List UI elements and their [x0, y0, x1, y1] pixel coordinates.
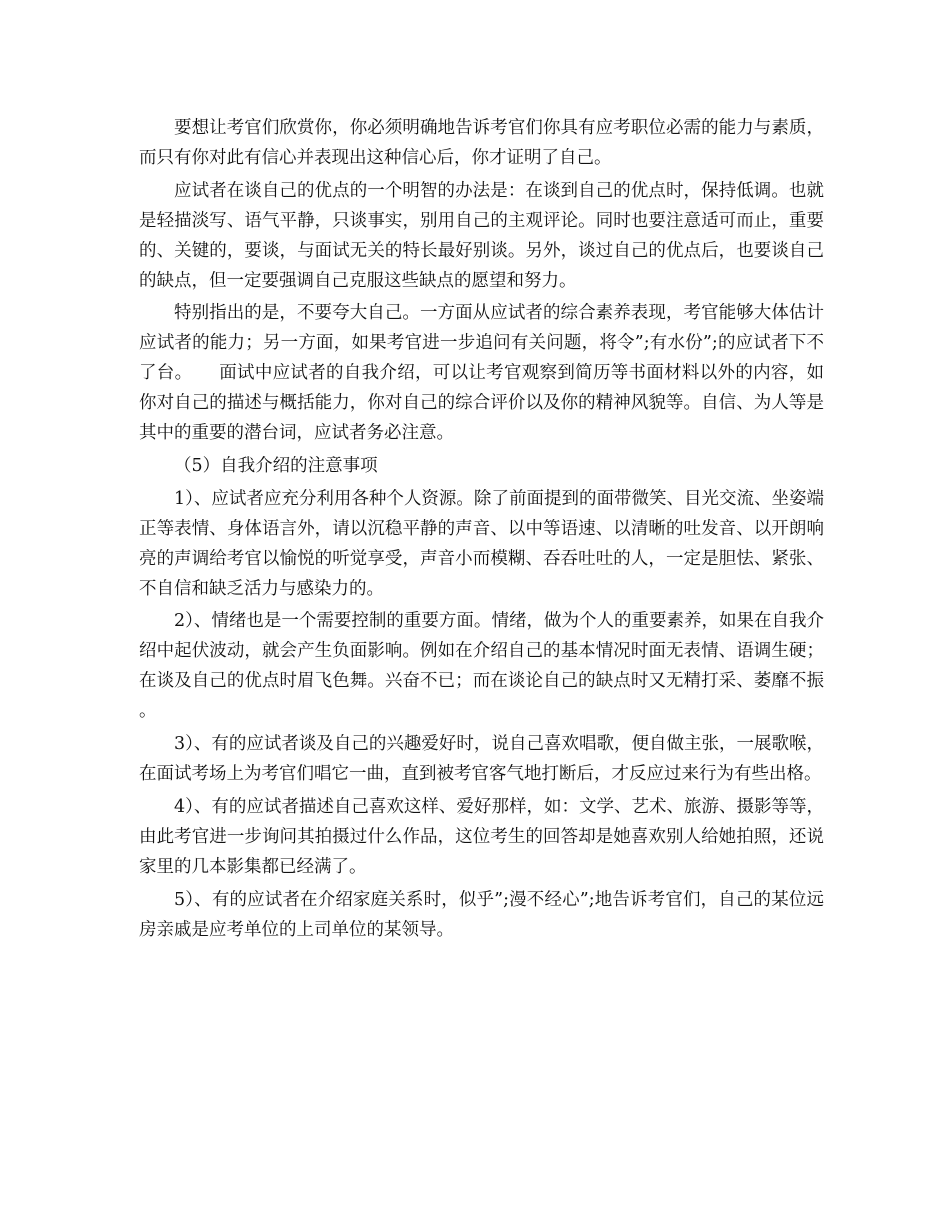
paragraph-intro: 要想让考官们欣赏你，你必须明确地告诉考官们你具有应考职位必需的能力与素质，而只有你对此有信心并表现出这种信心后，你才证明了自己。 — [139, 118, 824, 168]
paragraph-item-5: 5）、有的应试者在介绍家庭关系时，似乎”;漫不经心”;地告诉考官们，自己的某位远房亲戚是应考单位的上司单位的某领导。 — [139, 889, 824, 940]
paragraph-item-3: 3）、有的应试者谈及自己的兴趣爱好时，说自己喜欢唱歌，便自做主张，一展歌喉，在面试考场上为考官们唱它一曲，直到被考官客气地打断后，才反应过来行为有些出格。 — [139, 734, 824, 785]
paragraph-strengths: 应试者在谈自己的优点的一个明智的办法是：在谈到自己的优点时，保持低调。也就是轻描淡写、语气平静，只谈事实，别用自己的主观评论。同时也要注意适可而止，重要的、关键的，要谈，与面试无关的特长最好别谈。另外，谈过自己的优点后，也要谈自己的缺点，但一定要强调自己克服这些缺点的愿望和努力。 — [139, 180, 824, 291]
document-body — [139, 113, 824, 947]
paragraph-no-exaggeration: 特别指出的是，不要夸大自己。一方面从应试者的综合素养表现，考官能够大体估计应试者的能力；另一方面，如果考官进一步追问有关问题，将令”;有水份”;的应试者下不了台。 面试中应试者的自我介绍，可以让考官观察到简历等书面材料以外的内容，如你对自己的描述与概括能力，你对自己的综合评价以及你的精神风貌等。自信、为人等是其中的重要的潜台词，应试者务必注意。 — [139, 303, 824, 444]
paragraph-item-2: 2）、情绪也是一个需要控制的重要方面。情绪，做为个人的重要素养，如果在自我介绍中起伏波动，就会产生负面影响。例如在介绍自己的基本情况时面无表情、语调生硬；在谈及自己的优点时眉飞色舞。兴奋不已；而在谈论自己的缺点时又无精打采、萎靡不振。 — [139, 611, 824, 722]
paragraph-item-1: 1）、应试者应充分利用各种个人资源。除了前面提到的面带微笑、目光交流、坐姿端正等表情、身体语言外，请以沉稳平静的声音、以中等语速、以清晰的吐发音、以开朗响亮的声调给考官以愉悦的听觉享受，声音小而模糊、吞吞吐吐的人，一定是胆怯、紧张、不自信和缺乏活力与感染力的。 — [139, 488, 824, 599]
section-heading: （5）自我介绍的注意事项 — [174, 456, 378, 477]
paragraph-item-4: 4）、有的应试者描述自己喜欢这样、爱好那样，如：文学、艺术、旅游、摄影等等，由此考官进一步询问其拍摄过什么作品，这位考生的回答却是她喜欢别人给她拍照，还说家里的几本影集都已经满了。 — [139, 796, 824, 877]
